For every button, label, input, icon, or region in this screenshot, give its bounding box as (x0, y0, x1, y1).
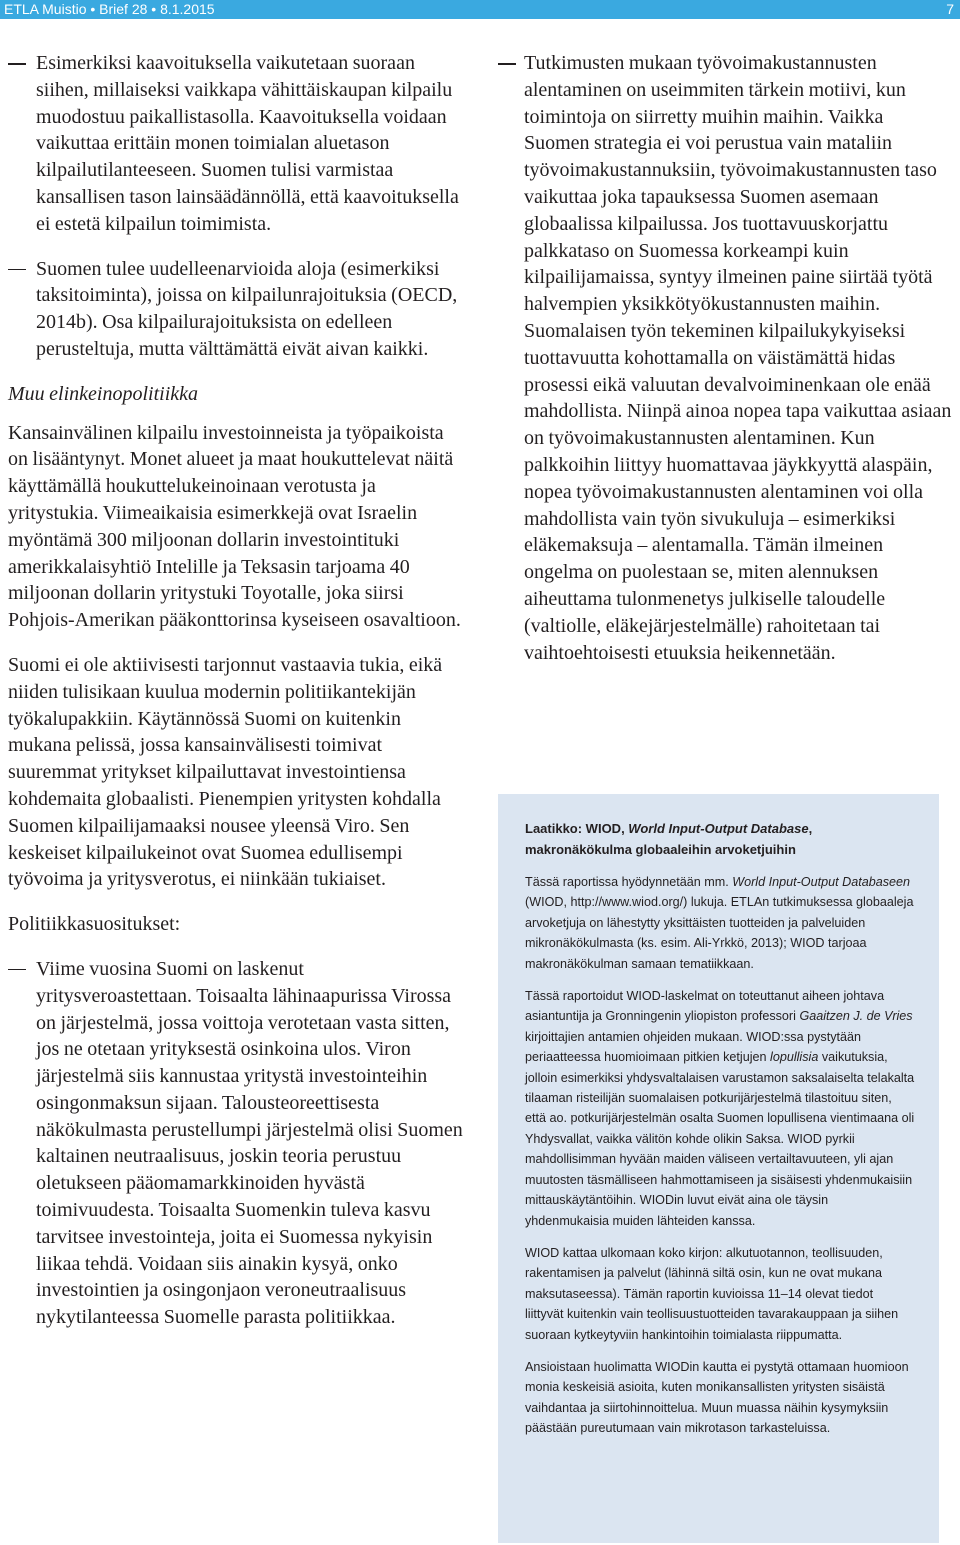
box-title: Laatikko: WIOD, World Input-Output Database, makronäkökulma globaaleihin arvoketjuihin (525, 821, 813, 857)
box-paragraph: Tässä raportoidut WIOD-laskelmat on toteuttanut aiheen johtava asiantuntija ja Gronningenin yliopiston professori Gaaitzen J. de Vries kirjoittajien antamien ohjeiden mukaan. WIOD:ssa pystytään periaatteessa huomioimaan pitkien ketjujen lopullisia vaikutuksia, jolloin esimerkiksi yhdysvaltalaisen varustamon saksalaiselta telakalta tilaaman risteilijän suomalaisen potkurijärjestelmä tilastoituu siten, että ao. potkurijärjestelmän osalta Suomen lopullisena vientimaana oli Yhdysvallat, vaikka välitön kohde olikin Saksa. WIOD pyrkii mahdollisimman hyvään maiden väliseen vertailtavuuteen, yli ajan muutosten täsmälliseen hahmottamiseen ja sisäisesti yhdenmukaisiin mittauskäytäntöihin. WIODin luvut eivät aina ole täysin yhdenmukaisia muiden lähteiden kanssa. (525, 989, 915, 1228)
publication-info: ETLA Muistio • Brief 28 • 8.1.2015 (4, 1, 215, 17)
list-item (8, 50, 463, 238)
box-paragraph: WIOD kattaa ulkomaan koko kirjon: alkutuotannon, teollisuuden, rakentamisen ja palvelut (lähinnä siltä osin, kun ne ovat mukana maksutaseessa). Tämän raportin kuvioissa 11–14 olevat tiedot liittyvät kuitenkin vain teollisuustuotteiden tavarakauppaan ja siihen suoraan kytkeytyviin hankintoihin toimialasta riippumatta. (525, 1245, 899, 1342)
box-paragraph: Ansioistaan huolimatta WIODin kautta ei pystytä ottamaan huomioon monia keskeisiä asioita, kuten monikansallisten yritysten sisäistä vaihdantaa ja siirtohinnoittelua. Muun muassa näihin kysymyksiin päästään pureutumaan vain mikrotason tarkasteluissa. (525, 1359, 909, 1436)
info-box (498, 794, 939, 1543)
list-item-text: Esimerkiksi kaavoituksella vaikutetaan suoraan siihen, millaiseksi vaikkapa vähittäiskaupan kilpailu muodostuu paikallistasolla. Kaavoituksella voidaan vaikuttaa erittäin monen toimialan aluetason kilpailutilanteeseen. Suomen tulisi varmistaa kansallisen tason lainsäädännöllä, että kaavoituksella ei estetä kilpailun toimimista. (36, 52, 459, 235)
page-number: 7 (946, 1, 954, 17)
paragraph: Kansainvälinen kilpailu investoinneista ja työpaikoista on lisääntynyt. Monet alueet ja maat houkuttelevat näitä käyttämällä houkuttelukeinoinaan verotusta ja yritystukia. Viimeaikaisia esimerkkejä ovat Israelin myöntämä 300 miljoonan dollarin investointituki amerikkalaisyhtiö Intelille ja Teksasin tarjoama 40 miljoonan dollarin yritystuki Toyotalle, joka siirsi Pohjois-Amerikan pääkonttorinsa kyseiseen osavaltioon. (8, 421, 461, 632)
dash-bullet-icon (8, 50, 36, 238)
list-item-text: Tutkimusten mukaan työvoimakustannusten alentaminen on useimmiten tärkein motiivi, kun toimintoja on siirretty muihin maihin. Vaikka Suomen strategia ei voi perustua vain mataliin työvoimakustannuksiin, työvoimakustannusten taso vaikuttaa joka tapauksessa Suomen asemaan globaalissa kilpailussa. Jos tuottavuuskorjattu palkkataso on Suomessa korkeampi kuin kilpailijamaissa, syntyy ilmeinen paine siirtää työtä halvempien yksikkötyökustannusten maihin. Suomalaisen työn tekeminen kilpailukykyiseksi tuottavuutta kohottamalla on väistämättä hidas prosessi eikä valuutan devalvoiminenkaan ole enää mahdollista. Niinpä ainoa nopea tapa vaikuttaa asiaan on työvoimakustannusten alentaminen. Kun palkkoihin liittyy huomattavaa jäykkyyttä alaspäin, nopea työvoimakustannusten alentaminen voi olla mahdollista vain työn sivukuluja – esimerkiksi eläkemaksuja – alentamalla. Tämän ilmeinen ongelma on puolestaan se, miten alennuksen aiheuttama tulonmenetys julkiselle taloudelle (valtiolle, eläkejärjestelmälle) rahoitetaan tai vaihtoehtoisesti etuuksia heikennetään. (524, 52, 952, 664)
list-item-text: Suomen tulee uudelleenarvioida aloja (esimerkiksi taksitoiminta), joissa on kilpailunrajoituksia (OECD, 2014b). Osa kilpailurajoituksista on edelleen perusteltuja, mutta välttämättä eivät aivan kaikki. (36, 257, 458, 360)
dash-bullet-icon (498, 50, 524, 666)
section-heading: Muu elinkeinopolitiikka (8, 382, 198, 405)
left-column (8, 50, 463, 1349)
list-item-text: Viime vuosina Suomi on laskenut yritysveroastettaan. Toisaalta lähinaapurissa Virossa on järjestelmä, jossa voittoja verotetaan vasta sitten, jos ne otetaan yrityksestä osinkoina ulos. Viron järjestelmä siis kannustaa yritystä investointeihin osingonmaksun sijaan. Talousteoreettisesta näkökulmasta perustellumpi järjestelmä olisi Suomen kaltainen neutraalisuus, joskin teoria perustuu oletukseen pääomamarkkinoiden hyvästä toimivuudesta. Toisaalta Suomenkin tuleva kasvu tarvitsee investointeja, joita ei Suomessa nykyisin liikaa tehdä. Voidaan siis ainakin kysyä, onko investointien ja osingonjaon veroneutraalisuus nykytilanteessa Suomelle parasta politiikkaa. (36, 957, 463, 1329)
dash-bullet-icon (8, 256, 36, 363)
subheading: Politiikkasuositukset: (8, 913, 181, 936)
list-item (8, 956, 463, 1331)
box-paragraph: Tässä raportissa hyödynnetään mm. World Input-Output Databaseen (WIOD, http://www.wiod.org/) lukuja. ETLAn tutkimuksessa globaaleja arvoketjuja on lähestytty yksittäisten tuotteiden ja palveluiden mikronäkökulmasta (ks. esim. Ali-Yrkkö, 2013); WIOD tarjoaa makronäkökulman samaan tematiikkaan. (525, 875, 914, 971)
paragraph: Suomi ei ole aktiivisesti tarjonnut vastaavia tukia, eikä niiden tulisikaan kuulua modernin politiikantekijän työkalupakkiin. Käytännössä Suomi on kuitenkin mukana pelissä, jossa kansainvälisesti toimivat suuremmat yritykset kilpailuttavat investointiensa kohdemaita globaalisti. Pienempien yritysten kohdalla Suomen kilpailijamaaksi nousee yleensä Viro. Sen keskeiset kilpailukeinot ovat Suomea edullisempi työvoima ja yritysverotus, ei niinkään tukiaiset. (8, 653, 443, 891)
list-item (498, 50, 952, 666)
list-item (8, 256, 463, 363)
page-header (0, 0, 960, 19)
dash-bullet-icon (8, 956, 36, 1331)
right-column (498, 50, 952, 684)
